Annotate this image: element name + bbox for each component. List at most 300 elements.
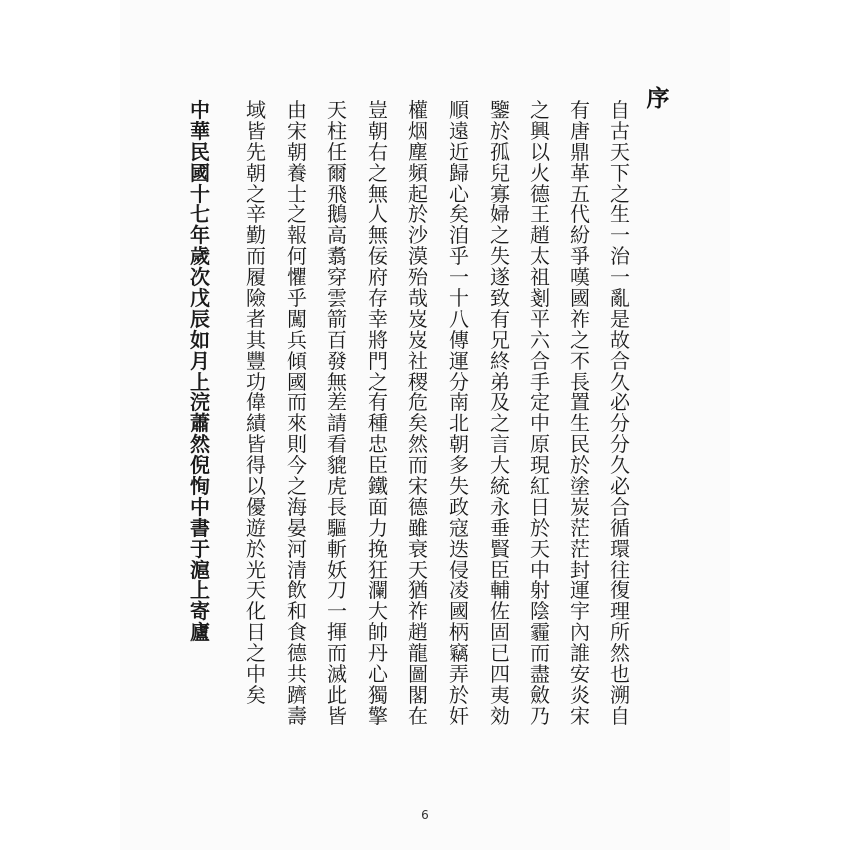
character: 近 — [449, 139, 469, 164]
character: 朝 — [287, 139, 307, 164]
character: 險 — [246, 286, 266, 311]
character: 朝 — [246, 160, 266, 185]
character: 優 — [246, 494, 266, 519]
character: 宋 — [570, 703, 590, 728]
character: 中 — [530, 557, 550, 582]
character: 乎 — [449, 244, 469, 269]
character: 之 — [368, 369, 388, 394]
character: 闖 — [287, 306, 307, 331]
character: 致 — [490, 286, 510, 311]
character: 此 — [327, 682, 347, 707]
character: 歸 — [449, 160, 469, 185]
character: 封 — [570, 557, 590, 582]
character: 沙 — [408, 223, 428, 248]
text-column-7 — [366, 100, 390, 727]
character: 殆 — [408, 265, 428, 290]
character: 以 — [246, 474, 266, 499]
character: 宋 — [287, 118, 307, 143]
character: 理 — [610, 599, 630, 624]
character: 竊 — [449, 641, 469, 666]
character: 天 — [327, 98, 347, 122]
character: 兵 — [287, 327, 307, 352]
character: 効 — [490, 703, 510, 728]
text-column-4 — [488, 100, 512, 727]
character: 士 — [287, 181, 307, 206]
character: 鐵 — [368, 474, 388, 499]
character: 然 — [408, 432, 428, 457]
character: 壽 — [287, 703, 307, 728]
character: 以 — [530, 139, 550, 164]
character: 矣 — [246, 682, 266, 707]
character: 茫 — [570, 536, 590, 561]
character: 誰 — [570, 641, 590, 666]
character: 夷 — [490, 682, 510, 707]
character: 八 — [449, 306, 469, 331]
character: 長 — [327, 494, 347, 519]
character: 順 — [449, 98, 469, 122]
character: 無 — [368, 181, 388, 206]
character: 力 — [368, 515, 388, 540]
character: 人 — [368, 202, 388, 227]
character: 失 — [490, 244, 510, 269]
character: 亂 — [610, 286, 630, 311]
character: 定 — [530, 390, 550, 415]
signature-date-column — [188, 100, 212, 643]
character: 不 — [570, 348, 590, 373]
character: 爾 — [327, 160, 347, 185]
character: 垂 — [490, 515, 510, 540]
character: 民 — [570, 432, 590, 457]
character: 穿 — [327, 265, 347, 290]
character: 之 — [368, 160, 388, 185]
character: 虎 — [327, 474, 347, 499]
character: 婦 — [490, 202, 510, 227]
character: 兒 — [490, 160, 510, 185]
character: 稷 — [408, 369, 428, 394]
character: 宇 — [570, 599, 590, 624]
character: 於 — [408, 202, 428, 227]
character: 之 — [246, 641, 266, 666]
character: 門 — [368, 348, 388, 373]
character: 原 — [530, 432, 550, 457]
character: 天 — [530, 536, 550, 561]
character: 倪 — [190, 453, 210, 478]
character: 箭 — [327, 306, 347, 331]
character: 國 — [570, 286, 590, 311]
character: 狂 — [368, 557, 388, 582]
character: 平 — [530, 306, 550, 331]
character: 猶 — [408, 578, 428, 603]
character: 斬 — [327, 536, 347, 561]
character: 中 — [190, 98, 210, 122]
character: 長 — [570, 369, 590, 394]
text-column-9 — [285, 100, 309, 727]
character: 乃 — [530, 703, 550, 728]
character: 差 — [327, 390, 347, 415]
character: 月 — [190, 348, 210, 373]
character: 帥 — [368, 620, 388, 645]
character: 於 — [530, 515, 550, 540]
character: 統 — [490, 474, 510, 499]
character: 獨 — [368, 682, 388, 707]
character: 於 — [449, 682, 469, 707]
character: 興 — [530, 118, 550, 143]
character: 中 — [246, 662, 266, 687]
page-number: 6 — [421, 808, 429, 822]
character: 遠 — [449, 118, 469, 143]
character: 鵝 — [327, 202, 347, 227]
character: 北 — [449, 411, 469, 436]
character: 而 — [408, 453, 428, 478]
character: 必 — [610, 390, 630, 415]
character: 運 — [449, 348, 469, 373]
character: 幸 — [368, 306, 388, 331]
character: 孤 — [490, 139, 510, 164]
character: 分 — [610, 411, 630, 436]
character: 循 — [610, 515, 630, 540]
character: 是 — [610, 306, 630, 331]
character: 趙 — [408, 620, 428, 645]
character: 發 — [327, 348, 347, 373]
preface-title: 序 — [646, 86, 670, 112]
character: 終 — [490, 348, 510, 373]
character: 之 — [287, 202, 307, 227]
character: 天 — [408, 557, 428, 582]
character: 績 — [246, 411, 266, 436]
character: 揮 — [327, 620, 347, 645]
character: 剗 — [530, 286, 550, 311]
character: 弟 — [490, 369, 510, 394]
text-column-2 — [568, 100, 592, 727]
text-column-8 — [325, 100, 349, 727]
character: 域 — [246, 98, 266, 122]
character: 刀 — [327, 578, 347, 603]
character: 乎 — [287, 286, 307, 311]
character: 復 — [610, 578, 630, 603]
character: 化 — [246, 599, 266, 624]
character: 十 — [449, 286, 469, 311]
character: 鑒 — [490, 98, 510, 122]
character: 華 — [190, 118, 210, 143]
character: 烟 — [408, 118, 428, 143]
character: 圖 — [408, 662, 428, 687]
character: 四 — [490, 662, 510, 687]
character: 有 — [490, 306, 510, 331]
character: 今 — [287, 453, 307, 478]
character: 心 — [449, 181, 469, 206]
character: 紅 — [530, 474, 550, 499]
character: 古 — [610, 118, 630, 143]
character: 日 — [530, 494, 550, 519]
character: 柄 — [449, 620, 469, 645]
character: 已 — [490, 641, 510, 666]
character: 內 — [570, 620, 590, 645]
character: 勤 — [246, 223, 266, 248]
character: 雖 — [408, 515, 428, 540]
character: 之 — [610, 181, 630, 206]
character: 何 — [287, 244, 307, 269]
character: 趙 — [530, 223, 550, 248]
character: 迭 — [449, 536, 469, 561]
character: 共 — [287, 662, 307, 687]
character: 懼 — [287, 265, 307, 290]
character: 翥 — [327, 244, 347, 269]
character: 生 — [570, 411, 590, 436]
character: 太 — [530, 244, 550, 269]
character: 無 — [368, 223, 388, 248]
character: 臣 — [368, 453, 388, 478]
character: 安 — [570, 662, 590, 687]
character: 光 — [246, 557, 266, 582]
character: 自 — [610, 703, 630, 728]
character: 豈 — [368, 98, 388, 122]
character: 心 — [368, 662, 388, 687]
character: 必 — [610, 474, 630, 499]
character: 高 — [327, 223, 347, 248]
character: 賢 — [490, 536, 510, 561]
character: 佞 — [368, 244, 388, 269]
character: 瀾 — [368, 578, 388, 603]
character: 次 — [190, 265, 210, 290]
character: 岌 — [408, 306, 428, 331]
character: 天 — [246, 578, 266, 603]
text-column-10 — [244, 100, 268, 706]
character: 運 — [570, 578, 590, 603]
character: 請 — [327, 411, 347, 436]
character: 盡 — [530, 662, 550, 687]
character: 恂 — [190, 474, 210, 499]
character: 者 — [246, 306, 266, 331]
character: 海 — [287, 494, 307, 519]
character: 祖 — [530, 265, 550, 290]
character: 茫 — [570, 515, 590, 540]
character: 忠 — [368, 432, 388, 457]
text-column-1 — [608, 100, 632, 727]
character: 久 — [610, 369, 630, 394]
character: 報 — [287, 223, 307, 248]
character: 于 — [190, 536, 210, 561]
character: 遂 — [490, 265, 510, 290]
character: 辛 — [246, 202, 266, 227]
character: 火 — [530, 160, 550, 185]
character: 臣 — [490, 557, 510, 582]
character: 多 — [449, 453, 469, 478]
character: 妖 — [327, 557, 347, 582]
character: 頻 — [408, 160, 428, 185]
character: 浣 — [190, 390, 210, 415]
character: 河 — [287, 536, 307, 561]
character: 皆 — [327, 703, 347, 728]
character: 哉 — [408, 286, 428, 311]
character: 和 — [287, 599, 307, 624]
character: 然 — [610, 641, 630, 666]
character: 置 — [570, 390, 590, 415]
character: 於 — [490, 118, 510, 143]
character: 挽 — [368, 536, 388, 561]
character: 德 — [530, 181, 550, 206]
character: 驅 — [327, 515, 347, 540]
character: 分 — [610, 432, 630, 457]
character: 國 — [190, 160, 210, 185]
character: 之 — [490, 411, 510, 436]
character: 由 — [287, 98, 307, 122]
character: 弄 — [449, 662, 469, 687]
character: 環 — [610, 536, 630, 561]
character: 合 — [610, 494, 630, 519]
character: 有 — [368, 390, 388, 415]
character: 歲 — [190, 244, 210, 269]
text-column-6 — [406, 100, 430, 727]
character: 佐 — [490, 599, 510, 624]
character: 而 — [530, 641, 550, 666]
character: 廬 — [190, 620, 210, 645]
character: 日 — [246, 620, 266, 645]
character: 閣 — [408, 682, 428, 707]
character: 王 — [530, 202, 550, 227]
character: 將 — [368, 327, 388, 352]
character: 於 — [570, 453, 590, 478]
character: 一 — [610, 265, 630, 290]
character: 清 — [287, 557, 307, 582]
character: 矣 — [408, 411, 428, 436]
character: 革 — [570, 160, 590, 185]
character: 塗 — [570, 474, 590, 499]
character: 養 — [287, 160, 307, 185]
character: 鼎 — [570, 139, 590, 164]
character: 手 — [530, 369, 550, 394]
character: 有 — [570, 98, 590, 122]
character: 分 — [449, 369, 469, 394]
character: 久 — [610, 453, 630, 478]
character: 則 — [287, 432, 307, 457]
character: 紛 — [570, 223, 590, 248]
character: 凌 — [449, 578, 469, 603]
character: 衰 — [408, 536, 428, 561]
character: 言 — [490, 432, 510, 457]
character: 寇 — [449, 515, 469, 540]
character: 豐 — [246, 348, 266, 373]
character: 滅 — [327, 662, 347, 687]
character: 奸 — [449, 703, 469, 728]
character: 一 — [610, 223, 630, 248]
character: 故 — [610, 327, 630, 352]
character: 於 — [246, 536, 266, 561]
character: 戊 — [190, 286, 210, 311]
character: 滬 — [190, 557, 210, 582]
character: 書 — [190, 515, 210, 540]
character: 來 — [287, 411, 307, 436]
character: 然 — [190, 432, 210, 457]
character: 偉 — [246, 390, 266, 415]
character: 在 — [408, 703, 428, 728]
character: 合 — [610, 348, 630, 373]
character: 朝 — [449, 432, 469, 457]
character: 及 — [490, 390, 510, 415]
character: 兄 — [490, 327, 510, 352]
character: 任 — [327, 139, 347, 164]
character: 一 — [449, 265, 469, 290]
character: 中 — [530, 411, 550, 436]
character: 看 — [327, 432, 347, 457]
character: 存 — [368, 286, 388, 311]
character: 侵 — [449, 557, 469, 582]
character: 固 — [490, 620, 510, 645]
character: 寄 — [190, 599, 210, 624]
character: 六 — [530, 327, 550, 352]
character: 其 — [246, 327, 266, 352]
character: 唐 — [570, 118, 590, 143]
character: 德 — [408, 494, 428, 519]
character: 朝 — [368, 118, 388, 143]
character: 輔 — [490, 578, 510, 603]
character: 宋 — [408, 474, 428, 499]
character: 代 — [570, 202, 590, 227]
character: 府 — [368, 265, 388, 290]
character: 也 — [610, 662, 630, 687]
character: 大 — [368, 599, 388, 624]
character: 之 — [246, 181, 266, 206]
character: 雲 — [327, 286, 347, 311]
character: 辰 — [190, 306, 210, 331]
character: 往 — [610, 557, 630, 582]
character: 權 — [408, 98, 428, 122]
character: 國 — [287, 369, 307, 394]
character: 丹 — [368, 641, 388, 666]
character: 塵 — [408, 139, 428, 164]
character: 所 — [610, 620, 630, 645]
character: 永 — [490, 494, 510, 519]
character: 之 — [570, 327, 590, 352]
character: 洎 — [449, 223, 469, 248]
character: 履 — [246, 265, 266, 290]
character: 起 — [408, 181, 428, 206]
character: 皆 — [246, 118, 266, 143]
character: 得 — [246, 453, 266, 478]
character: 下 — [610, 160, 630, 185]
text-column-5 — [447, 100, 471, 727]
character: 擎 — [368, 703, 388, 728]
character: 中 — [190, 494, 210, 519]
character: 飲 — [287, 578, 307, 603]
character: 無 — [327, 369, 347, 394]
character: 而 — [327, 641, 347, 666]
character: 政 — [449, 494, 469, 519]
character: 七 — [190, 202, 210, 227]
character: 寡 — [490, 181, 510, 206]
character: 之 — [287, 474, 307, 499]
character: 危 — [408, 390, 428, 415]
character: 柱 — [327, 118, 347, 143]
character: 岌 — [408, 327, 428, 352]
character: 嘆 — [570, 265, 590, 290]
character: 國 — [449, 599, 469, 624]
character: 如 — [190, 327, 210, 352]
text-column-3 — [528, 100, 552, 727]
character: 爭 — [570, 244, 590, 269]
character: 上 — [190, 369, 210, 394]
character: 南 — [449, 390, 469, 415]
character: 斂 — [530, 682, 550, 707]
character: 失 — [449, 474, 469, 499]
character: 陰 — [530, 599, 550, 624]
character: 貔 — [327, 453, 347, 478]
character: 自 — [610, 98, 630, 122]
character: 飛 — [327, 181, 347, 206]
character: 大 — [490, 453, 510, 478]
character: 德 — [287, 641, 307, 666]
character: 祚 — [570, 306, 590, 331]
character: 遊 — [246, 515, 266, 540]
